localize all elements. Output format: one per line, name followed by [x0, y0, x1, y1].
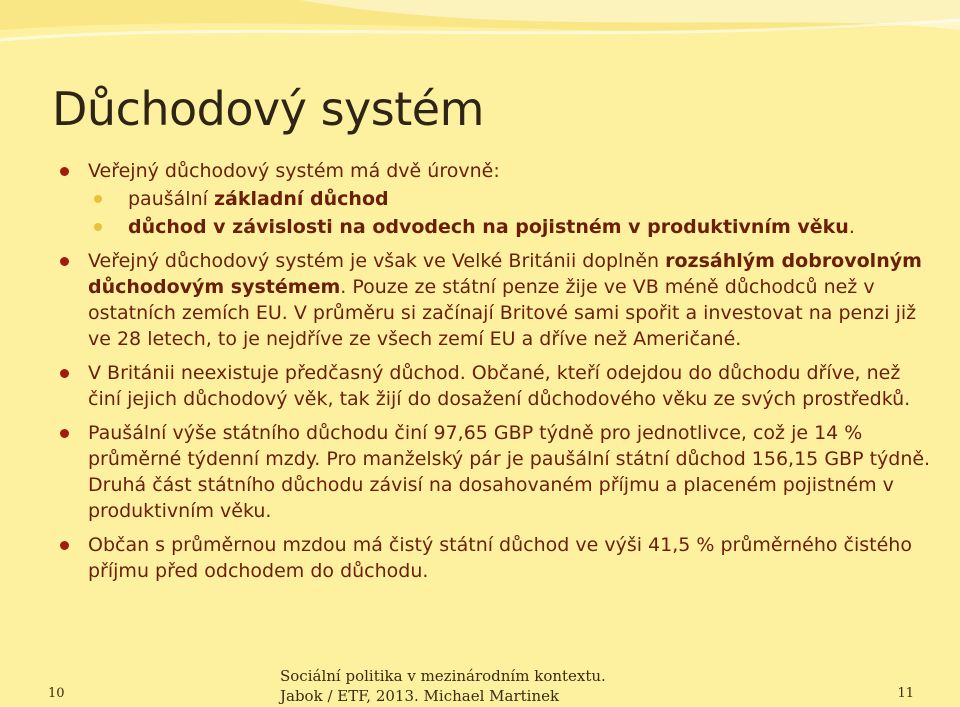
footer-caption	[280, 666, 606, 706]
bullet-item	[58, 532, 938, 584]
bullet-text: Veřejný důchodový systém je však ve Velké Británii doplněn	[88, 250, 666, 272]
decorative-header-swoosh	[0, 0, 960, 80]
footer-left-page-number: 10	[48, 686, 65, 701]
bullet-item	[58, 360, 938, 412]
bullet-text: Veřejný důchodový systém má dvě úrovně:	[88, 160, 500, 182]
sub-bullet-text: .	[848, 216, 855, 238]
bullet-text: Paušální výše státního důchodu činí 97,65 GBP týdně pro jednotlivce, což je 14 % průměrné týdenní mzdy. Pro manželský pár je paušální státní důchod 156,15 GBP týdně. Druhá část státního důchodu závisí na dosahovaném příjmu a placeném pojistném v produktivním věku.	[88, 422, 931, 522]
bullet-text: Občan s průměrnou mzdou má čistý státní důchod ve výši 41,5 % průměrného čistého příjmu před odchodem do důchodu.	[88, 534, 912, 582]
bullet-item	[58, 420, 938, 524]
footer-line-2: Jabok / ETF, 2013. Michael Martinek	[280, 687, 560, 705]
sub-bullet-bold-text: důchod v závislosti na odvodech na pojistném v produktivním věku	[128, 216, 849, 238]
footer-right-page-number: 11	[897, 686, 914, 701]
sub-bullet-bold-text: základní důchod	[213, 188, 389, 210]
footer-line-1: Sociální politika v mezinárodním kontextu.	[280, 667, 606, 685]
bullet-text: . Pouze ze státní penze žije ve VB méně důchodců než v ostatních zemích EU. V průměru si začínají Britové sami spořit a investovat na penzi již ve 28 letech, to je nejdříve ze všech zemí EU a dříve než Američané.	[88, 276, 917, 350]
sub-bullet-text: paušální	[128, 188, 214, 210]
sub-bullet-list	[118, 186, 938, 240]
bullet-list	[58, 158, 938, 592]
bullet-text: V Británii neexistuje předčasný důchod. Občané, kteří odejdou do důchodu dříve, než činí jejich důchodový věk, tak žijí do dosažení důchodového věku ze svých prostředků.	[88, 362, 911, 410]
sub-bullet-item	[88, 186, 938, 212]
page-title: Důchodový systém	[52, 82, 484, 136]
bullet-bold-text: rozsáhlým dobrovolným důchodovým systémem	[88, 250, 922, 298]
bullet-item	[58, 158, 938, 240]
sub-bullet-item	[88, 214, 938, 240]
bullet-item	[58, 248, 938, 352]
